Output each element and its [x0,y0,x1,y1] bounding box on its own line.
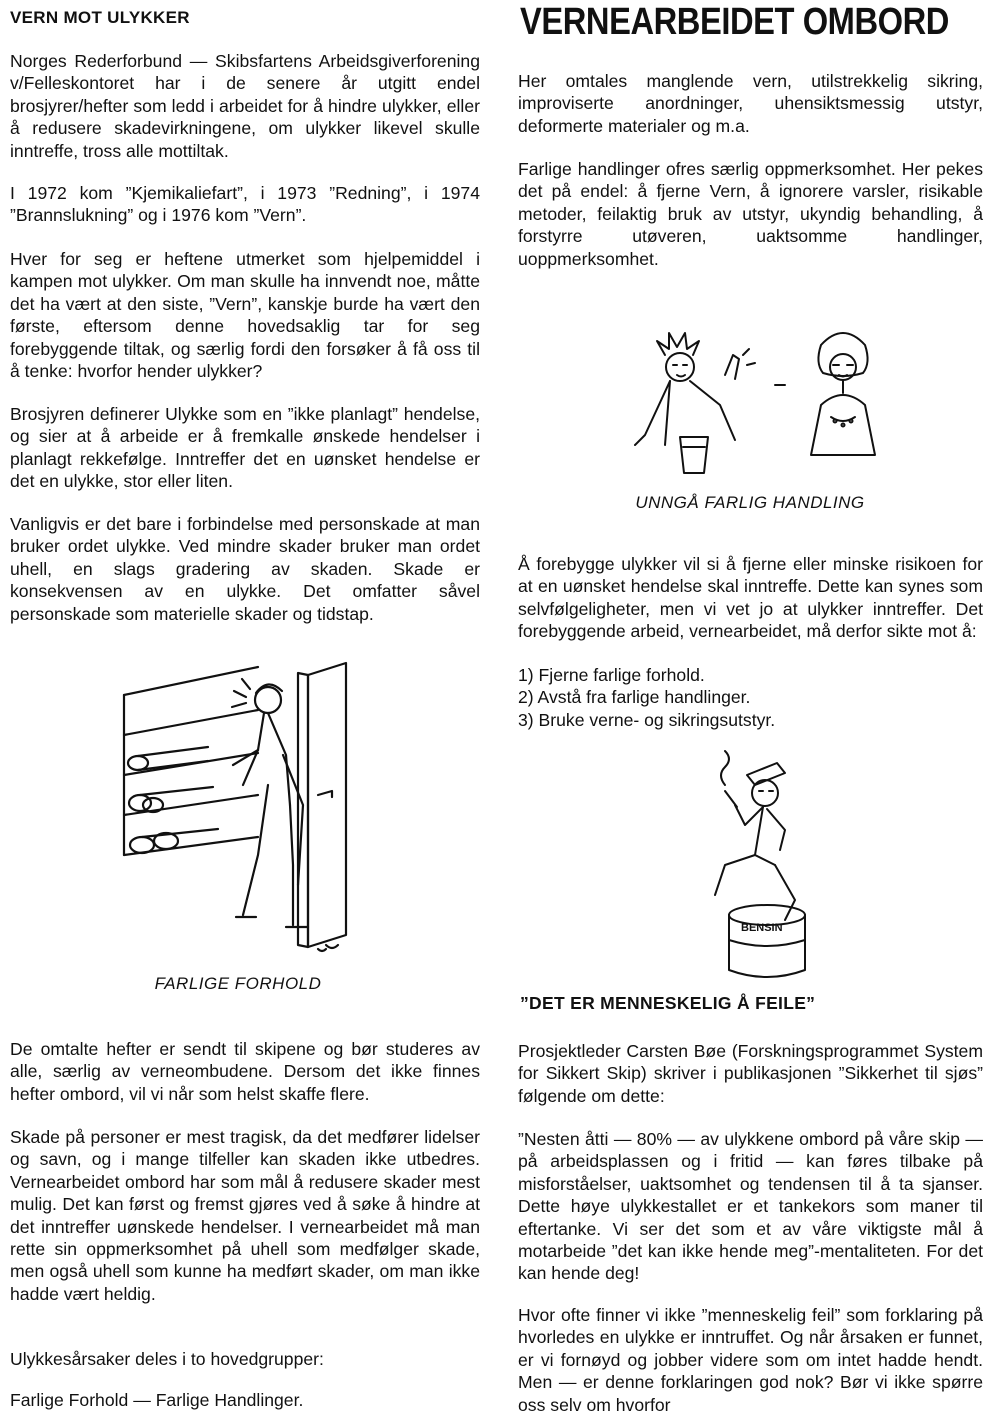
right-paragraph-2: Farlige handlinger ofres særlig oppmerksomhet. Her pekes det på endel: å fjerne Vern, å ignorere varsler, risikable metoder, feilaktig bruk av utstyr, ukyndig behandling, å forstyrre utøveren, uaktsomme handlinger, uoppmerksomhet. [518,159,983,269]
right-paragraph-3: Å forebygge ulykker vil si å fjerne eller minske risikoen for at en uønsket hendelse skal inntreffe. Dette kan synes som selvfølgeligheter, men vi vet jo at ulykker inntreffer. Det forebyggende arbeid, vernearbeidet, må derfor sikte mot å: [518,554,983,642]
left-caption: FARLIGE FORHOLD [154,974,322,993]
left-paragraph-1: Norges Rederforbund — Skibsfartens Arbeidsgiverforening v/Felleskontoret har i de senere år utgitt endel brosjyrer/hefter som ledd i arbeidet for å hindre ulykker, eller å redusere skadevirkningene, om ulykker likevel skulle inntreffe, tross alle mottiltak. [10,51,480,161]
right-list [518,664,983,731]
farlige-forhold-illustration [118,655,418,955]
left-paragraph-5: Vanligvis er det bare i forbindelse med personskade at man bruker ordet ulykke. Ved mindre skader bruker man ordet uhell, en slags gradering av skaden. Skade er konsekvensen av en ulykke. Det omfatter såvel personskade som materielle skader og tidstap. [10,514,480,624]
list-item-1: 1) Fjerne farlige forhold. [518,665,705,685]
right-subheading: ”DET ER MENNESKELIG Å FEILE” [520,993,816,1013]
left-paragraph-7: Skade på personer er mest tragisk, da det medfører lidelser og savn, og i mange tilfeller kan skaden ikke utbedres. Vernearbeidet ombord har som mål å redusere skader mest mulig. Det kan først og fremst gjøres ved å søke å hindre at det inntreffer uønskede hendelser. I vernearbeidet må man rette sin oppmerksomhet på uhell som medfølger skade, men også uhell som kunne ha medført skader, om man ikke hadde vært heldig. [10,1127,480,1304]
right-paragraph-5: ”Nesten åtti — 80% — av ulykkene ombord på våre skip — på arbeidsplassen og i fritid — kan føres tilbake på misforståelser, uaktsomhet og tendensen til å ta sjanser. Dette høye ulykkestallet er et tankekors som maner til eftertanke. Vi ser det som et av våre viktigste mål å motarbeide ”det kan ikke hende meg”-mentaliteten. For det kan hende deg! [518,1129,983,1284]
bensin-barrel-illustration [685,745,855,980]
right-heading: VERNEARBEIDET OMBORD [520,1,949,43]
left-heading: VERN MOT ULYKKER [10,8,190,27]
unnga-farlig-handling-illustration [625,325,885,475]
right-caption: UNNGÅ FARLIG HANDLING [635,493,865,512]
list-item-2: 2) Avstå fra farlige handlinger. [518,687,751,708]
left-paragraph-4: Brosjyren definerer Ulykke som en ”ikke planlagt” hendelse, og sier at å arbeide er å fremkalle ønskede hendelser i planlagt rekkefølge. Inntreffer det en uønsket hendelse er det en ulykke, stor eller liten. [10,404,480,492]
left-paragraph-6: De omtalte hefter er sendt til skipene og bør studeres av alle, særlig av verneombudene. Dersom det ikke finnes hefter ombord, vil vi når som helst skaffe flere. [10,1039,480,1104]
left-paragraph-8: Ulykkesårsaker deles i to hovedgrupper: [10,1349,324,1369]
right-paragraph-6: Hvor ofte finner vi ikke ”menneskelig feil” som forklaring på hvorledes en ulykke er inntruffet. Og når årsaken er funnet, er vi fornøyd og jobber videre som om intet hadde hendt. Men — er denne forklaringen god nok? Bør vi ikke spørre oss selv om hvorfor [518,1305,983,1415]
list-item-3: 3) Bruke verne- og sikringsutstyr. [518,709,776,730]
right-paragraph-4: Prosjektleder Carsten Bøe (Forskningsprogrammet System for Sikkert Skip) skriver i publikasjonen ”Sikkerhet til sjøs” følgende om dette: [518,1041,983,1106]
left-paragraph-3: Hver for seg er heftene utmerket som hjelpemiddel i kampen mot ulykker. Om man skulle ha innvendt noe, måtte det ha vært at den siste, ”Vern”, kanskje burde ha vært den første, eftersom denne hovedsaklig tar for seg forebyggende tiltak, og særlig fordi den forsøker å få oss til å tenke: hvorfor hender ulykker? [10,249,480,382]
left-paragraph-9: Farlige Forhold — Farlige Handlinger. [10,1390,304,1410]
right-paragraph-1: Her omtales manglende vern, utilstrekkelig sikring, improviserte anordninger, uhensiktsmessig utstyr, deformerte materialer og m.a. [518,71,983,136]
barrel-label: BENSIN [741,922,783,934]
left-paragraph-2: I 1972 kom ”Kjemikaliefart”, i 1973 ”Redning”, i 1974 ”Brannslukning” og i 1976 kom ”Vern”. [10,183,480,226]
